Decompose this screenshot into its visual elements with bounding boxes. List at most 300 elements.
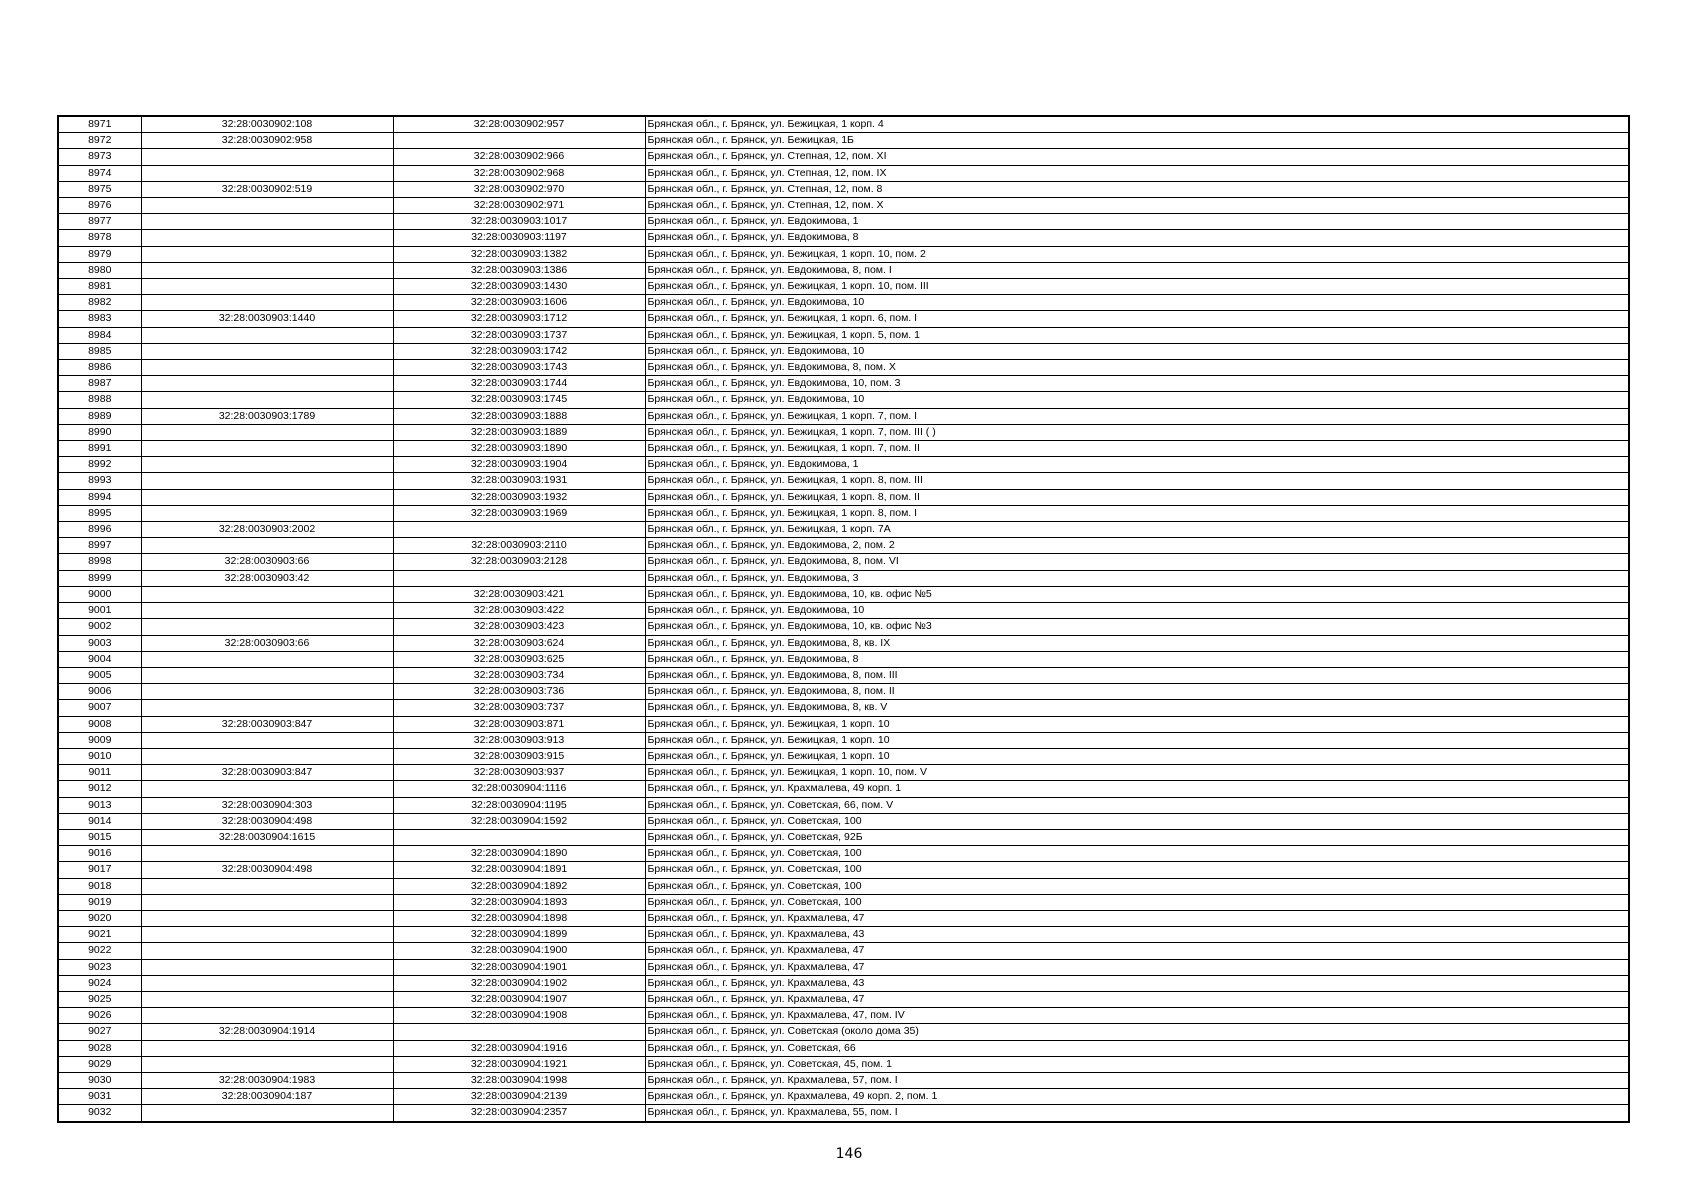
parcel-number-cell: [141, 489, 393, 505]
parcel-number-cell: [141, 1008, 393, 1024]
row-number-cell: 8997: [58, 538, 141, 554]
table-row: [58, 441, 1629, 457]
object-number-cell: [393, 133, 645, 149]
parcel-number-cell: [141, 700, 393, 716]
table-row: [58, 1024, 1629, 1040]
object-number-cell: 32:28:0030903:422: [393, 603, 645, 619]
address-cell: Брянская обл., г. Брянск, ул. Крахмалева, 47, пом. IV: [645, 1008, 1629, 1024]
parcel-number-cell: [141, 781, 393, 797]
table-row: [58, 181, 1629, 197]
table-row: [58, 230, 1629, 246]
row-number-cell: 9006: [58, 684, 141, 700]
address-cell: Брянская обл., г. Брянск, ул. Крахмалева, 49 корп. 1: [645, 781, 1629, 797]
object-number-cell: 32:28:0030903:937: [393, 765, 645, 781]
table-row: [58, 424, 1629, 440]
row-number-cell: 9013: [58, 797, 141, 813]
table-row: [58, 765, 1629, 781]
object-number-cell: 32:28:0030904:1998: [393, 1072, 645, 1088]
object-number-cell: 32:28:0030904:2139: [393, 1089, 645, 1105]
table-row: [58, 279, 1629, 295]
row-number-cell: 8992: [58, 457, 141, 473]
object-number-cell: 32:28:0030902:966: [393, 149, 645, 165]
object-number-cell: 32:28:0030903:1197: [393, 230, 645, 246]
row-number-cell: 9028: [58, 1040, 141, 1056]
row-number-cell: 8995: [58, 505, 141, 521]
object-number-cell: 32:28:0030903:1386: [393, 262, 645, 278]
table-row: [58, 408, 1629, 424]
table-row: [58, 554, 1629, 570]
object-number-cell: 32:28:0030904:1116: [393, 781, 645, 797]
parcel-number-cell: [141, 360, 393, 376]
parcel-number-cell: 32:28:0030904:187: [141, 1089, 393, 1105]
object-number-cell: 32:28:0030903:1744: [393, 376, 645, 392]
address-cell: Брянская обл., г. Брянск, ул. Евдокимова, 3: [645, 570, 1629, 586]
address-cell: Брянская обл., г. Брянск, ул. Крахмалева, 47: [645, 959, 1629, 975]
object-number-cell: 32:28:0030904:1907: [393, 991, 645, 1007]
parcel-number-cell: [141, 748, 393, 764]
parcel-number-cell: [141, 619, 393, 635]
parcel-number-cell: [141, 732, 393, 748]
object-number-cell: 32:28:0030903:1382: [393, 246, 645, 262]
table-row: [58, 894, 1629, 910]
address-cell: Брянская обл., г. Брянск, ул. Евдокимова, 8, пом. VI: [645, 554, 1629, 570]
parcel-number-cell: [141, 910, 393, 926]
address-cell: Брянская обл., г. Брянск, ул. Советская, 100: [645, 813, 1629, 829]
object-number-cell: 32:28:0030904:1908: [393, 1008, 645, 1024]
address-cell: Брянская обл., г. Брянск, ул. Крахмалева, 47: [645, 991, 1629, 1007]
table-row: [58, 1072, 1629, 1088]
table-row: [58, 165, 1629, 181]
row-number-cell: 8983: [58, 311, 141, 327]
parcel-number-cell: [141, 149, 393, 165]
address-cell: Брянская обл., г. Брянск, ул. Степная, 12, пом. XI: [645, 149, 1629, 165]
object-number-cell: 32:28:0030903:423: [393, 619, 645, 635]
parcel-number-cell: [141, 279, 393, 295]
address-cell: Брянская обл., г. Брянск, ул. Евдокимова, 8: [645, 230, 1629, 246]
parcel-number-cell: [141, 943, 393, 959]
row-number-cell: 8990: [58, 424, 141, 440]
address-cell: Брянская обл., г. Брянск, ул. Советская, 92Б: [645, 829, 1629, 845]
parcel-number-cell: [141, 878, 393, 894]
table-row: [58, 846, 1629, 862]
row-number-cell: 9002: [58, 619, 141, 635]
row-number-cell: 9018: [58, 878, 141, 894]
object-number-cell: 32:28:0030904:1592: [393, 813, 645, 829]
parcel-number-cell: [141, 959, 393, 975]
object-number-cell: 32:28:0030903:1712: [393, 311, 645, 327]
address-cell: Брянская обл., г. Брянск, ул. Крахмалева, 57, пом. I: [645, 1072, 1629, 1088]
page-number: 146: [835, 1146, 863, 1162]
parcel-number-cell: [141, 586, 393, 602]
address-cell: Брянская обл., г. Брянск, ул. Евдокимова, 8, кв. V: [645, 700, 1629, 716]
address-cell: Брянская обл., г. Брянск, ул. Бежицкая, 1Б: [645, 133, 1629, 149]
address-cell: Брянская обл., г. Брянск, ул. Крахмалева, 49 корп. 2, пом. 1: [645, 1089, 1629, 1105]
address-cell: Брянская обл., г. Брянск, ул. Евдокимова, 8, пом. X: [645, 360, 1629, 376]
address-cell: Брянская обл., г. Брянск, ул. Бежицкая, 1 корп. 10, пом. 2: [645, 246, 1629, 262]
address-cell: Брянская обл., г. Брянск, ул. Советская, 100: [645, 846, 1629, 862]
row-number-cell: 9004: [58, 651, 141, 667]
address-cell: Брянская обл., г. Брянск, ул. Евдокимова, 2, пом. 2: [645, 538, 1629, 554]
object-number-cell: 32:28:0030902:971: [393, 198, 645, 214]
object-number-cell: 32:28:0030903:1890: [393, 441, 645, 457]
object-number-cell: [393, 1024, 645, 1040]
object-number-cell: 32:28:0030904:1898: [393, 910, 645, 926]
row-number-cell: 8996: [58, 522, 141, 538]
object-number-cell: 32:28:0030903:1430: [393, 279, 645, 295]
address-cell: Брянская обл., г. Брянск, ул. Евдокимова, 10, кв. офис №3: [645, 619, 1629, 635]
object-number-cell: 32:28:0030903:737: [393, 700, 645, 716]
table-row: [58, 1040, 1629, 1056]
row-number-cell: 8972: [58, 133, 141, 149]
object-number-cell: 32:28:0030903:913: [393, 732, 645, 748]
parcel-number-cell: 32:28:0030904:1914: [141, 1024, 393, 1040]
row-number-cell: 8976: [58, 198, 141, 214]
object-number-cell: 32:28:0030903:624: [393, 635, 645, 651]
address-cell: Брянская обл., г. Брянск, ул. Бежицкая, 1 корп. 5, пом. 1: [645, 327, 1629, 343]
table-row: [58, 246, 1629, 262]
parcel-number-cell: [141, 1056, 393, 1072]
table-row: [58, 1105, 1629, 1122]
parcel-number-cell: [141, 424, 393, 440]
parcel-number-cell: [141, 392, 393, 408]
object-number-cell: 32:28:0030903:915: [393, 748, 645, 764]
address-cell: Брянская обл., г. Брянск, ул. Крахмалева, 43: [645, 927, 1629, 943]
object-number-cell: 32:28:0030904:1891: [393, 862, 645, 878]
parcel-number-cell: [141, 246, 393, 262]
parcel-number-cell: [141, 651, 393, 667]
table-row: [58, 473, 1629, 489]
parcel-number-cell: 32:28:0030904:1615: [141, 829, 393, 845]
object-number-cell: [393, 829, 645, 845]
parcel-number-cell: 32:28:0030902:108: [141, 116, 393, 133]
object-number-cell: 32:28:0030903:1606: [393, 295, 645, 311]
address-cell: Брянская обл., г. Брянск, ул. Советская, 66: [645, 1040, 1629, 1056]
row-number-cell: 9030: [58, 1072, 141, 1088]
row-number-cell: 8991: [58, 441, 141, 457]
object-number-cell: 32:28:0030904:2357: [393, 1105, 645, 1122]
address-cell: Брянская обл., г. Брянск, ул. Евдокимова, 8, пом. III: [645, 667, 1629, 683]
parcel-number-cell: [141, 441, 393, 457]
object-number-cell: 32:28:0030903:1932: [393, 489, 645, 505]
table-row: [58, 667, 1629, 683]
parcel-number-cell: 32:28:0030903:42: [141, 570, 393, 586]
row-number-cell: 9026: [58, 1008, 141, 1024]
row-number-cell: 9009: [58, 732, 141, 748]
row-number-cell: 8986: [58, 360, 141, 376]
table-row: [58, 959, 1629, 975]
table-row: [58, 1008, 1629, 1024]
object-number-cell: 32:28:0030902:957: [393, 116, 645, 133]
address-cell: Брянская обл., г. Брянск, ул. Крахмалева, 55, пом. I: [645, 1105, 1629, 1122]
parcel-number-cell: [141, 343, 393, 359]
object-number-cell: 32:28:0030903:1743: [393, 360, 645, 376]
table-row: [58, 991, 1629, 1007]
records-table-body: [58, 116, 1629, 1122]
parcel-number-cell: [141, 198, 393, 214]
row-number-cell: 9015: [58, 829, 141, 845]
address-cell: Брянская обл., г. Брянск, ул. Евдокимова, 8, кв. IX: [645, 635, 1629, 651]
object-number-cell: [393, 522, 645, 538]
table-row: [58, 781, 1629, 797]
parcel-number-cell: [141, 457, 393, 473]
object-number-cell: 32:28:0030903:1888: [393, 408, 645, 424]
parcel-number-cell: [141, 975, 393, 991]
table-row: [58, 522, 1629, 538]
address-cell: Брянская обл., г. Брянск, ул. Советская, 100: [645, 894, 1629, 910]
row-number-cell: 9011: [58, 765, 141, 781]
row-number-cell: 9005: [58, 667, 141, 683]
row-number-cell: 9014: [58, 813, 141, 829]
table-row: [58, 360, 1629, 376]
row-number-cell: 9022: [58, 943, 141, 959]
address-cell: Брянская обл., г. Брянск, ул. Евдокимова, 10: [645, 392, 1629, 408]
object-number-cell: 32:28:0030903:421: [393, 586, 645, 602]
object-number-cell: 32:28:0030903:1745: [393, 392, 645, 408]
row-number-cell: 8982: [58, 295, 141, 311]
table-row: [58, 700, 1629, 716]
table-row: [58, 327, 1629, 343]
row-number-cell: 8974: [58, 165, 141, 181]
table-row: [58, 603, 1629, 619]
table-row: [58, 376, 1629, 392]
table-row: [58, 797, 1629, 813]
table-row: [58, 619, 1629, 635]
parcel-number-cell: 32:28:0030904:303: [141, 797, 393, 813]
table-row: [58, 505, 1629, 521]
object-number-cell: 32:28:0030904:1901: [393, 959, 645, 975]
table-row: [58, 862, 1629, 878]
row-number-cell: 8979: [58, 246, 141, 262]
address-cell: Брянская обл., г. Брянск, ул. Бежицкая, 1 корп. 10, пом. V: [645, 765, 1629, 781]
parcel-number-cell: [141, 667, 393, 683]
row-number-cell: 9029: [58, 1056, 141, 1072]
row-number-cell: 8978: [58, 230, 141, 246]
address-cell: Брянская обл., г. Брянск, ул. Евдокимова, 8, пом. I: [645, 262, 1629, 278]
address-cell: Брянская обл., г. Брянск, ул. Степная, 12, пом. X: [645, 198, 1629, 214]
address-cell: Брянская обл., г. Брянск, ул. Бежицкая, 1 корп. 10: [645, 716, 1629, 732]
address-cell: Брянская обл., г. Брянск, ул. Бежицкая, 1 корп. 7, пом. III ( ): [645, 424, 1629, 440]
table-row: [58, 133, 1629, 149]
row-number-cell: 8973: [58, 149, 141, 165]
object-number-cell: 32:28:0030903:2110: [393, 538, 645, 554]
table-row: [58, 1089, 1629, 1105]
parcel-number-cell: [141, 327, 393, 343]
table-row: [58, 975, 1629, 991]
row-number-cell: 8988: [58, 392, 141, 408]
address-cell: Брянская обл., г. Брянск, ул. Бежицкая, 1 корп. 4: [645, 116, 1629, 133]
address-cell: Брянская обл., г. Брянск, ул. Бежицкая, 1 корп. 7, пом. I: [645, 408, 1629, 424]
parcel-number-cell: 32:28:0030902:958: [141, 133, 393, 149]
parcel-number-cell: [141, 1040, 393, 1056]
parcel-number-cell: [141, 214, 393, 230]
row-number-cell: 9021: [58, 927, 141, 943]
table-row: [58, 457, 1629, 473]
row-number-cell: 9008: [58, 716, 141, 732]
table-row: [58, 943, 1629, 959]
row-number-cell: 9031: [58, 1089, 141, 1105]
table-row: [58, 392, 1629, 408]
table-row: [58, 927, 1629, 943]
object-number-cell: 32:28:0030903:1904: [393, 457, 645, 473]
parcel-number-cell: [141, 1105, 393, 1122]
address-cell: Брянская обл., г. Брянск, ул. Евдокимова, 1: [645, 214, 1629, 230]
object-number-cell: 32:28:0030903:2128: [393, 554, 645, 570]
parcel-number-cell: 32:28:0030903:2002: [141, 522, 393, 538]
object-number-cell: 32:28:0030903:871: [393, 716, 645, 732]
address-cell: Брянская обл., г. Брянск, ул. Евдокимова, 10, пом. 3: [645, 376, 1629, 392]
address-cell: Брянская обл., г. Брянск, ул. Бежицкая, 1 корп. 7, пом. II: [645, 441, 1629, 457]
row-number-cell: 9024: [58, 975, 141, 991]
table-row: [58, 878, 1629, 894]
address-cell: Брянская обл., г. Брянск, ул. Бежицкая, 1 корп. 7А: [645, 522, 1629, 538]
row-number-cell: 9025: [58, 991, 141, 1007]
address-cell: Брянская обл., г. Брянск, ул. Евдокимова, 10: [645, 603, 1629, 619]
parcel-number-cell: [141, 538, 393, 554]
address-cell: Брянская обл., г. Брянск, ул. Евдокимова, 8: [645, 651, 1629, 667]
object-number-cell: 32:28:0030903:1737: [393, 327, 645, 343]
address-cell: Брянская обл., г. Брянск, ул. Евдокимова, 10: [645, 295, 1629, 311]
parcel-number-cell: 32:28:0030903:66: [141, 635, 393, 651]
object-number-cell: 32:28:0030902:970: [393, 181, 645, 197]
address-cell: Брянская обл., г. Брянск, ул. Евдокимова, 8, пом. II: [645, 684, 1629, 700]
row-number-cell: 9007: [58, 700, 141, 716]
row-number-cell: 9032: [58, 1105, 141, 1122]
records-table: [57, 115, 1630, 1123]
table-row: [58, 214, 1629, 230]
address-cell: Брянская обл., г. Брянск, ул. Советская, 66, пом. V: [645, 797, 1629, 813]
parcel-number-cell: 32:28:0030904:1983: [141, 1072, 393, 1088]
row-number-cell: 8989: [58, 408, 141, 424]
row-number-cell: 8981: [58, 279, 141, 295]
parcel-number-cell: [141, 262, 393, 278]
address-cell: Брянская обл., г. Брянск, ул. Евдокимова, 1: [645, 457, 1629, 473]
address-cell: Брянская обл., г. Брянск, ул. Крахмалева, 47: [645, 943, 1629, 959]
table-row: [58, 716, 1629, 732]
address-cell: Брянская обл., г. Брянск, ул. Крахмалева, 47: [645, 910, 1629, 926]
table-row: [58, 538, 1629, 554]
parcel-number-cell: [141, 230, 393, 246]
object-number-cell: 32:28:0030904:1890: [393, 846, 645, 862]
row-number-cell: 9019: [58, 894, 141, 910]
table-row: [58, 116, 1629, 133]
object-number-cell: 32:28:0030904:1892: [393, 878, 645, 894]
row-number-cell: 9017: [58, 862, 141, 878]
object-number-cell: 32:28:0030904:1916: [393, 1040, 645, 1056]
table-row: [58, 311, 1629, 327]
address-cell: Брянская обл., г. Брянск, ул. Советская, 100: [645, 878, 1629, 894]
object-number-cell: 32:28:0030903:736: [393, 684, 645, 700]
address-cell: Брянская обл., г. Брянск, ул. Бежицкая, 1 корп. 8, пом. III: [645, 473, 1629, 489]
table-row: [58, 295, 1629, 311]
row-number-cell: 9027: [58, 1024, 141, 1040]
table-row: [58, 635, 1629, 651]
address-cell: Брянская обл., г. Брянск, ул. Бежицкая, 1 корп. 10: [645, 732, 1629, 748]
parcel-number-cell: 32:28:0030903:1789: [141, 408, 393, 424]
row-number-cell: 8994: [58, 489, 141, 505]
object-number-cell: 32:28:0030904:1899: [393, 927, 645, 943]
object-number-cell: [393, 570, 645, 586]
row-number-cell: 9001: [58, 603, 141, 619]
table-row: [58, 684, 1629, 700]
address-cell: Брянская обл., г. Брянск, ул. Степная, 12, пом. IX: [645, 165, 1629, 181]
parcel-number-cell: 32:28:0030904:498: [141, 813, 393, 829]
address-cell: Брянская обл., г. Брянск, ул. Степная, 12, пом. 8: [645, 181, 1629, 197]
table-row: [58, 149, 1629, 165]
table-row: [58, 570, 1629, 586]
parcel-number-cell: [141, 846, 393, 862]
table-row: [58, 489, 1629, 505]
row-number-cell: 9003: [58, 635, 141, 651]
parcel-number-cell: [141, 603, 393, 619]
object-number-cell: 32:28:0030904:1902: [393, 975, 645, 991]
object-number-cell: 32:28:0030904:1195: [393, 797, 645, 813]
row-number-cell: 9016: [58, 846, 141, 862]
parcel-number-cell: 32:28:0030904:498: [141, 862, 393, 878]
address-cell: Брянская обл., г. Брянск, ул. Евдокимова, 10, кв. офис №5: [645, 586, 1629, 602]
row-number-cell: 8987: [58, 376, 141, 392]
object-number-cell: 32:28:0030904:1900: [393, 943, 645, 959]
table-row: [58, 198, 1629, 214]
parcel-number-cell: 32:28:0030903:847: [141, 716, 393, 732]
row-number-cell: 8998: [58, 554, 141, 570]
row-number-cell: 9020: [58, 910, 141, 926]
address-cell: Брянская обл., г. Брянск, ул. Бежицкая, 1 корп. 8, пом. II: [645, 489, 1629, 505]
row-number-cell: 8980: [58, 262, 141, 278]
parcel-number-cell: [141, 295, 393, 311]
row-number-cell: 8975: [58, 181, 141, 197]
row-number-cell: 9000: [58, 586, 141, 602]
object-number-cell: 32:28:0030903:1889: [393, 424, 645, 440]
parcel-number-cell: 32:28:0030903:847: [141, 765, 393, 781]
table-row: [58, 732, 1629, 748]
parcel-number-cell: 32:28:0030903:66: [141, 554, 393, 570]
row-number-cell: 9012: [58, 781, 141, 797]
object-number-cell: 32:28:0030903:1742: [393, 343, 645, 359]
parcel-number-cell: 32:28:0030903:1440: [141, 311, 393, 327]
object-number-cell: 32:28:0030903:1931: [393, 473, 645, 489]
object-number-cell: 32:28:0030902:968: [393, 165, 645, 181]
parcel-number-cell: [141, 991, 393, 1007]
address-cell: Брянская обл., г. Брянск, ул. Советская, 100: [645, 862, 1629, 878]
object-number-cell: 32:28:0030904:1921: [393, 1056, 645, 1072]
address-cell: Брянская обл., г. Брянск, ул. Советская (около дома 35): [645, 1024, 1629, 1040]
table-row: [58, 813, 1629, 829]
table-row: [58, 1056, 1629, 1072]
row-number-cell: 8977: [58, 214, 141, 230]
object-number-cell: 32:28:0030903:734: [393, 667, 645, 683]
object-number-cell: 32:28:0030903:625: [393, 651, 645, 667]
address-cell: Брянская обл., г. Брянск, ул. Бежицкая, 1 корп. 8, пом. I: [645, 505, 1629, 521]
row-number-cell: 8993: [58, 473, 141, 489]
parcel-number-cell: [141, 505, 393, 521]
row-number-cell: 8999: [58, 570, 141, 586]
address-cell: Брянская обл., г. Брянск, ул. Евдокимова, 10: [645, 343, 1629, 359]
parcel-number-cell: [141, 927, 393, 943]
parcel-number-cell: [141, 473, 393, 489]
row-number-cell: 8971: [58, 116, 141, 133]
parcel-number-cell: 32:28:0030902:519: [141, 181, 393, 197]
row-number-cell: 8984: [58, 327, 141, 343]
table-row: [58, 651, 1629, 667]
table-row: [58, 910, 1629, 926]
row-number-cell: 9010: [58, 748, 141, 764]
table-row: [58, 748, 1629, 764]
table-row: [58, 343, 1629, 359]
address-cell: Брянская обл., г. Брянск, ул. Бежицкая, 1 корп. 10: [645, 748, 1629, 764]
parcel-number-cell: [141, 376, 393, 392]
table-row: [58, 829, 1629, 845]
address-cell: Брянская обл., г. Брянск, ул. Бежицкая, 1 корп. 6, пом. I: [645, 311, 1629, 327]
